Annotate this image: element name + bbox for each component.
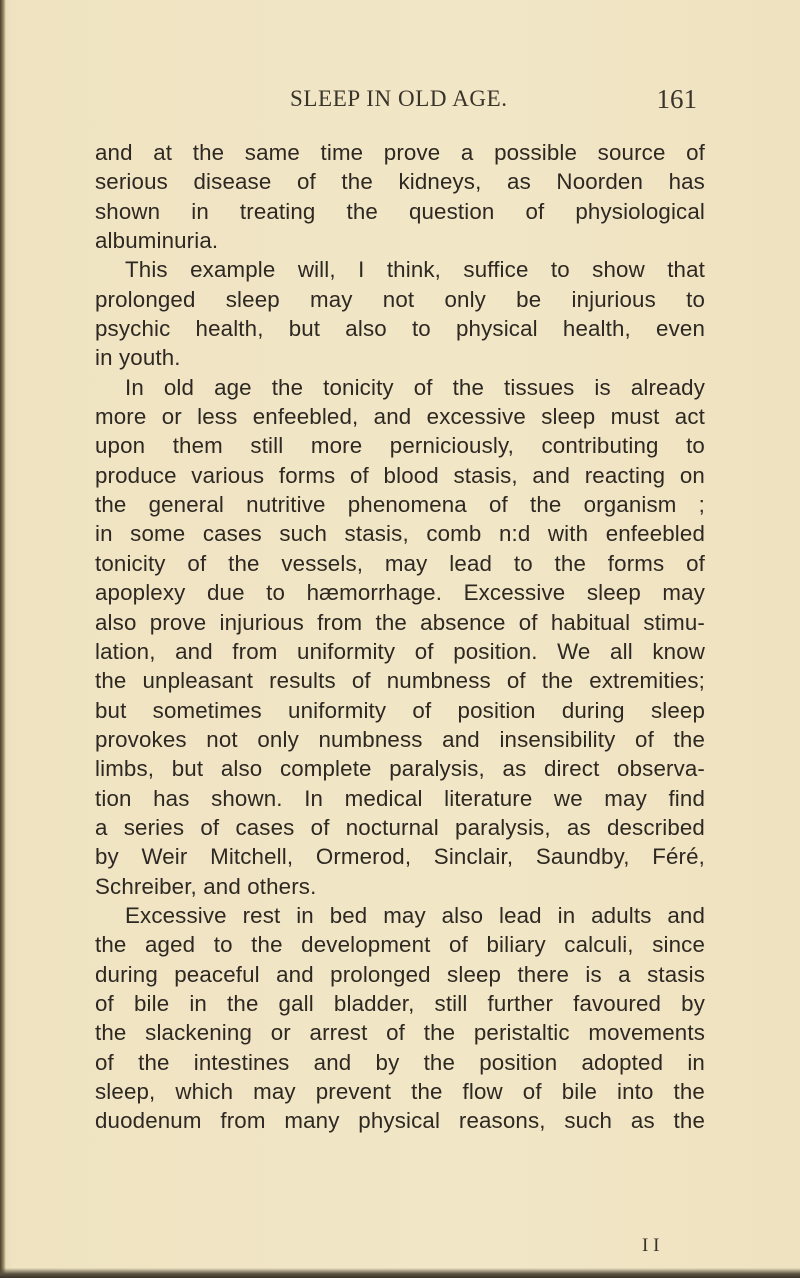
text-line: In old age the tonicity of the tissues is already xyxy=(125,374,705,400)
body-text xyxy=(95,138,705,1136)
text-line: of the intestines and by the position adopted in xyxy=(95,1049,705,1075)
page-bottom-edge xyxy=(0,1268,800,1278)
text-line: a series of cases of nocturnal paralysis, as described xyxy=(95,814,705,840)
text-line: produce various forms of blood stasis, and reacting on xyxy=(95,462,705,488)
text-line: by Weir Mitchell, Ormerod, Sinclair, Saundby, Féré, xyxy=(95,844,705,870)
text-line: also prove injurious from the absence of habitual stimu- xyxy=(95,609,705,635)
signature-mark: I I xyxy=(642,1235,660,1256)
text-line: albuminuria. xyxy=(95,228,219,254)
text-line: This example will, I think, suffice to show that xyxy=(125,257,705,283)
text-line: but sometimes uniformity of position during sleep xyxy=(95,697,705,723)
text-line: sleep, which may prevent the flow of bile into the xyxy=(95,1079,705,1104)
text-line: tion has shown. In medical literature we may find xyxy=(95,785,705,811)
running-head: SLEEP IN OLD AGE. xyxy=(290,86,508,111)
text-line: apoplexy due to hæmorrhage. Excessive sleep may xyxy=(95,580,705,606)
text-line: tonicity of the vessels, may lead to the forms of xyxy=(95,550,705,576)
text-line: shown in treating the question of physiological xyxy=(95,198,705,224)
text-line: the slackening or arrest of the peristaltic movements xyxy=(95,1020,705,1046)
text-line: the general nutritive phenomena of the organism ; xyxy=(95,492,705,518)
text-line: provokes not only numbness and insensibility of the xyxy=(95,726,705,752)
text-line: and at the same time prove a possible source of xyxy=(95,140,705,165)
text-line: during peaceful and prolonged sleep there is a stasis xyxy=(95,961,705,987)
text-line: of bile in the gall bladder, still further favoured by xyxy=(95,990,705,1016)
text-line: the unpleasant results of numbness of the extremities; xyxy=(95,668,705,694)
text-line: the aged to the development of biliary calculi, since xyxy=(95,932,705,958)
text-line: in youth. xyxy=(95,345,181,371)
text-line: Excessive rest in bed may also lead in adults and xyxy=(125,902,705,928)
text-line: Schreiber, and others. xyxy=(95,873,317,899)
binding-shadow xyxy=(0,0,6,1278)
text-line: prolonged sleep may not only be injurious to xyxy=(95,286,705,312)
text-line: serious disease of the kidneys, as Noorden has xyxy=(95,169,705,195)
text-line: lation, and from uniformity of position. We all know xyxy=(95,638,705,664)
text-line: in some cases such stasis, comb n:d with enfeebled xyxy=(95,521,705,547)
text-line: psychic health, but also to physical health, even xyxy=(95,316,705,342)
text-line: duodenum from many physical reasons, such as the xyxy=(95,1108,705,1134)
text-line: upon them still more perniciously, contributing to xyxy=(95,433,705,459)
text-line: more or less enfeebled, and excessive sleep must act xyxy=(95,404,705,430)
page-header xyxy=(95,86,701,120)
page-number: 161 xyxy=(656,84,697,114)
text-line: limbs, but also complete paralysis, as direct observa- xyxy=(95,756,705,782)
